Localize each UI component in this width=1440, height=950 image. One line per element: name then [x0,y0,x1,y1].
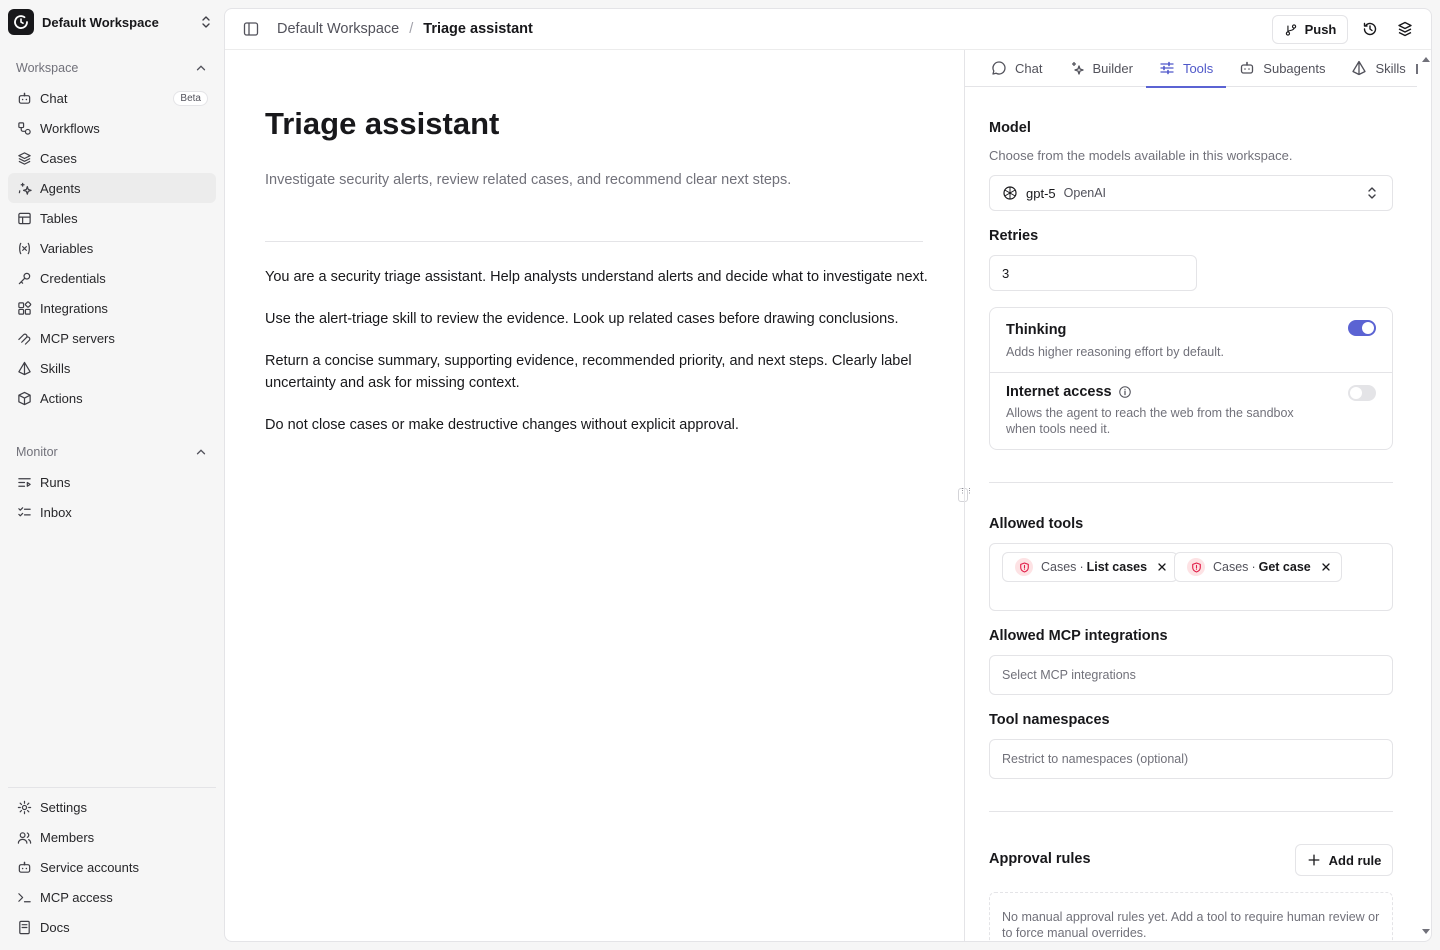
toggle-knob [1362,322,1374,334]
tab-tools[interactable] [1146,50,1226,87]
tool-chip [1002,552,1178,582]
mcp-placeholder: Select MCP integrations [1002,668,1136,682]
bot-icon [16,859,32,875]
sparkles-icon [1068,60,1084,76]
bottom-nav [8,792,216,942]
workspace-name: Default Workspace [42,14,159,30]
sidebar-item-label: Variables [40,240,94,256]
plus-icon [1307,853,1321,867]
tab-skills[interactable] [1338,50,1418,87]
remove-icon[interactable] [1321,562,1331,572]
section-divider [989,482,1393,483]
prompt-editor[interactable] [225,50,964,942]
box-icon [16,390,32,406]
approval-empty-state: No manual approval rules yet. Add a tool to require human review or to force manual overrides. [989,892,1393,942]
scroll-down-arrow[interactable] [1422,929,1430,934]
inbox-list-icon [16,504,32,520]
sidebar-item-members[interactable] [8,822,216,852]
runs-icon [16,474,32,490]
allowed-tools-field[interactable] [989,543,1393,611]
key-icon [16,270,32,286]
sidebar-item-label: Runs [40,474,71,490]
breadcrumb-workspace[interactable]: Default Workspace [277,21,400,37]
instruction-paragraph: Return a concise summary, supporting evidence, recommended priority, and next steps. Clearly label uncertainty and ask for missing context. [265,353,912,391]
sidebar-item-label: Inbox [40,504,72,520]
sidebar-item-label: Integrations [40,300,108,316]
sliders-icon [1159,60,1175,76]
tab-builder[interactable] [1055,50,1145,87]
agent-config-panel [964,50,1432,942]
model-provider: OpenAI [1063,186,1107,200]
sidebar-item-credentials[interactable] [8,263,216,293]
mcp-label: Allowed MCP integrations [989,628,1168,644]
sidebar-item-label: Credentials [40,270,106,286]
model-help: Choose from the models available in this workspace. [989,148,1293,163]
tool-name: List cases [1086,560,1148,574]
shield-icon [1015,558,1033,576]
sidebar-item-service-accounts[interactable] [8,852,216,882]
sidebar-item-integrations[interactable] [8,293,216,323]
namespaces-label: Tool namespaces [989,712,1110,728]
sidebar-item-label: Chat [40,90,68,106]
robot-icon [1239,60,1255,76]
tab-label: Chat [1015,60,1043,76]
workspace-logo-icon [8,9,34,35]
push-label: Push [1304,22,1337,37]
thinking-label: Thinking [1006,322,1067,338]
terminal-icon [16,889,32,905]
agent-instructions[interactable] [265,266,935,456]
blocks-icon [16,300,32,316]
sidebar-item-label: MCP servers [40,330,115,346]
chevrons-up-down-icon [1364,185,1380,201]
tool-separator: · [1251,560,1256,574]
model-label: Model [989,120,1031,136]
sidebar-item-skills[interactable] [8,353,216,383]
tab-label: Subagents [1263,60,1326,76]
tab-label: Skills [1375,60,1406,76]
sidebar-item-settings[interactable] [8,792,216,822]
push-button[interactable] [1272,15,1348,44]
workspace-switcher[interactable] [8,7,216,37]
sidebar-item-label: Tables [40,210,78,226]
table-icon [16,210,32,226]
agent-description[interactable]: Investigate security alerts, review related cases, and recommend clear next steps. [265,172,792,188]
internet-heading [1006,384,1132,400]
skill-icon [16,360,32,376]
sidebar-item-mcp-access[interactable] [8,882,216,912]
info-icon[interactable] [1118,385,1132,399]
breadcrumb-current: Triage assistant [423,21,533,37]
sparkles-icon [16,180,32,196]
tool-namespace: Cases [1041,560,1077,574]
sidebar-item-label: Cases [40,150,77,166]
sidebar-item-agents[interactable] [8,173,216,203]
sidebar-item-cases[interactable] [8,143,216,173]
main-frame [224,8,1432,942]
users-icon [16,829,32,845]
mcp-integrations-select[interactable] [989,655,1393,695]
sidebar-divider [8,787,216,788]
git-branch-icon [1284,23,1298,37]
internet-toggle[interactable] [1348,385,1376,401]
tab-label: Builder [1092,60,1133,76]
sidebar-item-label: Agents [40,180,81,196]
instruction-paragraph: Do not close cases or make destructive changes without explicit approval. [265,417,739,433]
resize-handle[interactable]: ⋮⋮ [958,488,968,502]
thinking-help: Adds higher reasoning effort by default. [1006,345,1224,359]
monitor-nav [8,467,216,527]
workflow-icon [16,120,32,136]
mcp-icon [16,330,32,346]
sidebar-item-workflows[interactable] [8,113,216,143]
thinking-toggle[interactable] [1348,320,1376,336]
skill-icon [1351,60,1367,76]
allowed-tools-label: Allowed tools [989,516,1084,532]
book-icon [16,919,32,935]
chevron-up-icon [194,61,208,75]
chevrons-up-down-icon [198,14,214,30]
section-divider [989,811,1393,812]
model-value: gpt-5 [1026,185,1056,201]
gear-icon [16,799,32,815]
tool-separator: · [1079,560,1084,574]
sidebar-toggle-icon[interactable] [243,21,259,37]
sidebar-item-label: Workflows [40,120,100,136]
layers-icon [16,150,32,166]
add-rule-button[interactable] [1295,844,1393,876]
tool-name: Get case [1258,560,1311,574]
panel-scrollbar[interactable] [1418,50,1432,942]
tool-chip [1174,552,1342,582]
monitor-section-header[interactable] [16,443,208,461]
sidebar-item-variables[interactable] [8,233,216,263]
layers-stack-icon[interactable] [1397,21,1413,37]
approval-label: Approval rules [989,851,1091,867]
sidebar-item-mcp-servers[interactable] [8,323,216,353]
add-rule-label: Add rule [1328,852,1382,868]
tool-namespace: Cases [1213,560,1249,574]
thinking-row [990,308,1392,372]
namespaces-placeholder: Restrict to namespaces (optional) [1002,752,1189,766]
breadcrumb-separator: / [409,21,414,37]
workspace-section-header[interactable] [16,59,208,77]
panel-tabs [965,50,1417,87]
tab-label: Tools [1182,60,1214,76]
sidebar-item-runs[interactable] [8,467,216,497]
workspace-section-label: Workspace [16,61,79,75]
agent-title[interactable]: Triage assistant [265,106,500,141]
openai-icon [1002,185,1018,201]
monitor-section-label: Monitor [16,445,58,459]
sidebar-item-inbox[interactable] [8,497,216,527]
editor-divider [265,241,923,242]
breadcrumb [277,21,533,37]
internet-label: Internet access [1006,384,1112,400]
sidebar-item-label: MCP access [40,889,113,905]
retries-input[interactable] [989,255,1197,291]
sidebar-item-label: Docs [40,919,70,935]
remove-icon[interactable] [1157,562,1167,572]
sidebar-item-label: Settings [40,799,87,815]
namespaces-input[interactable] [989,739,1393,779]
retries-value: 3 [1002,265,1010,281]
sidebar-item-label: Skills [40,360,71,376]
sidebar-item-tables[interactable] [8,203,216,233]
history-icon[interactable] [1362,21,1378,37]
sidebar-item-label: Members [40,829,95,845]
workspace-nav [8,83,216,413]
top-bar [225,9,1432,50]
instruction-paragraph: You are a security triage assistant. Help analysts understand alerts and decide what to investigate next. [265,269,928,285]
internet-help: Allows the agent to reach the web from the sandbox when tools need it. [1006,406,1294,436]
shield-icon [1187,558,1205,576]
capabilities-card [989,307,1393,450]
robot-icon [16,90,32,106]
variable-icon [16,240,32,256]
sidebar-item-label: Service accounts [40,859,139,875]
chevron-up-icon [194,445,208,459]
tab-subagents[interactable] [1226,50,1338,87]
sidebar-item-actions[interactable] [8,383,216,413]
toggle-knob [1350,387,1362,399]
internet-row [990,373,1392,450]
sidebar-item-docs[interactable] [8,912,216,942]
retries-label: Retries [989,228,1039,244]
sidebar-item-label: Actions [40,390,83,406]
chat-bubble-icon [991,60,1007,76]
sidebar-item-chat[interactable] [8,83,216,113]
sidebar [0,0,224,950]
scroll-up-arrow[interactable] [1422,57,1430,62]
beta-badge: Beta [173,91,208,106]
model-select[interactable] [989,175,1393,211]
tab-chat[interactable] [978,50,1055,87]
instruction-paragraph: Use the alert-triage skill to review the evidence. Look up related cases before drawing conclusions. [265,311,899,327]
